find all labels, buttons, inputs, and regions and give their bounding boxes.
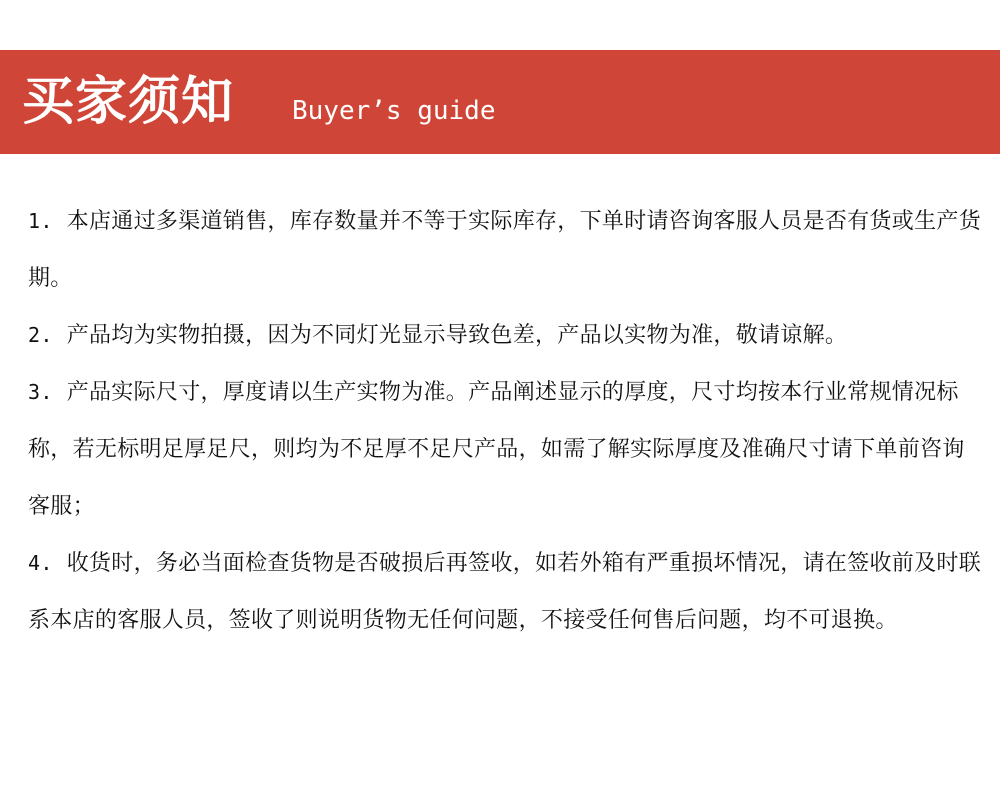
notice-text: 产品实际尺寸，厚度请以生产实物为准。产品阐述显示的厚度，尺寸均按本行业常规情况标称，若无标明足厚足尺，则均为不足厚不足尺产品，如需了解实际厚度及准确尺寸请下单前咨询客服； <box>28 380 965 519</box>
notice-item-1 <box>28 193 983 307</box>
notice-number: 4. <box>28 551 53 575</box>
notice-number: 2. <box>28 323 53 347</box>
page-subtitle: Buyer’s guide <box>292 96 496 126</box>
notice-number: 1. <box>28 209 53 233</box>
notice-number: 3. <box>28 380 53 404</box>
page-title: 买家须知 <box>22 72 235 132</box>
notice-text: 产品均为实物拍摄，因为不同灯光显示导致色差，产品以实物为准，敬请谅解。 <box>66 323 848 348</box>
header-banner <box>0 50 1000 154</box>
notice-item-3 <box>28 364 983 535</box>
notice-list <box>28 193 983 649</box>
notice-text: 收货时，务必当面检查货物是否破损后再签收，如若外箱有严重损坏情况，请在签收前及时联系本店的客服人员，签收了则说明货物无任何问题，不接受任何售后问题，均不可退换。 <box>28 551 981 633</box>
notice-item-2 <box>28 307 983 364</box>
notice-text: 本店通过多渠道销售，库存数量并不等于实际库存，下单时请咨询客服人员是否有货或生产货期。 <box>28 209 981 291</box>
notice-item-4 <box>28 535 983 649</box>
